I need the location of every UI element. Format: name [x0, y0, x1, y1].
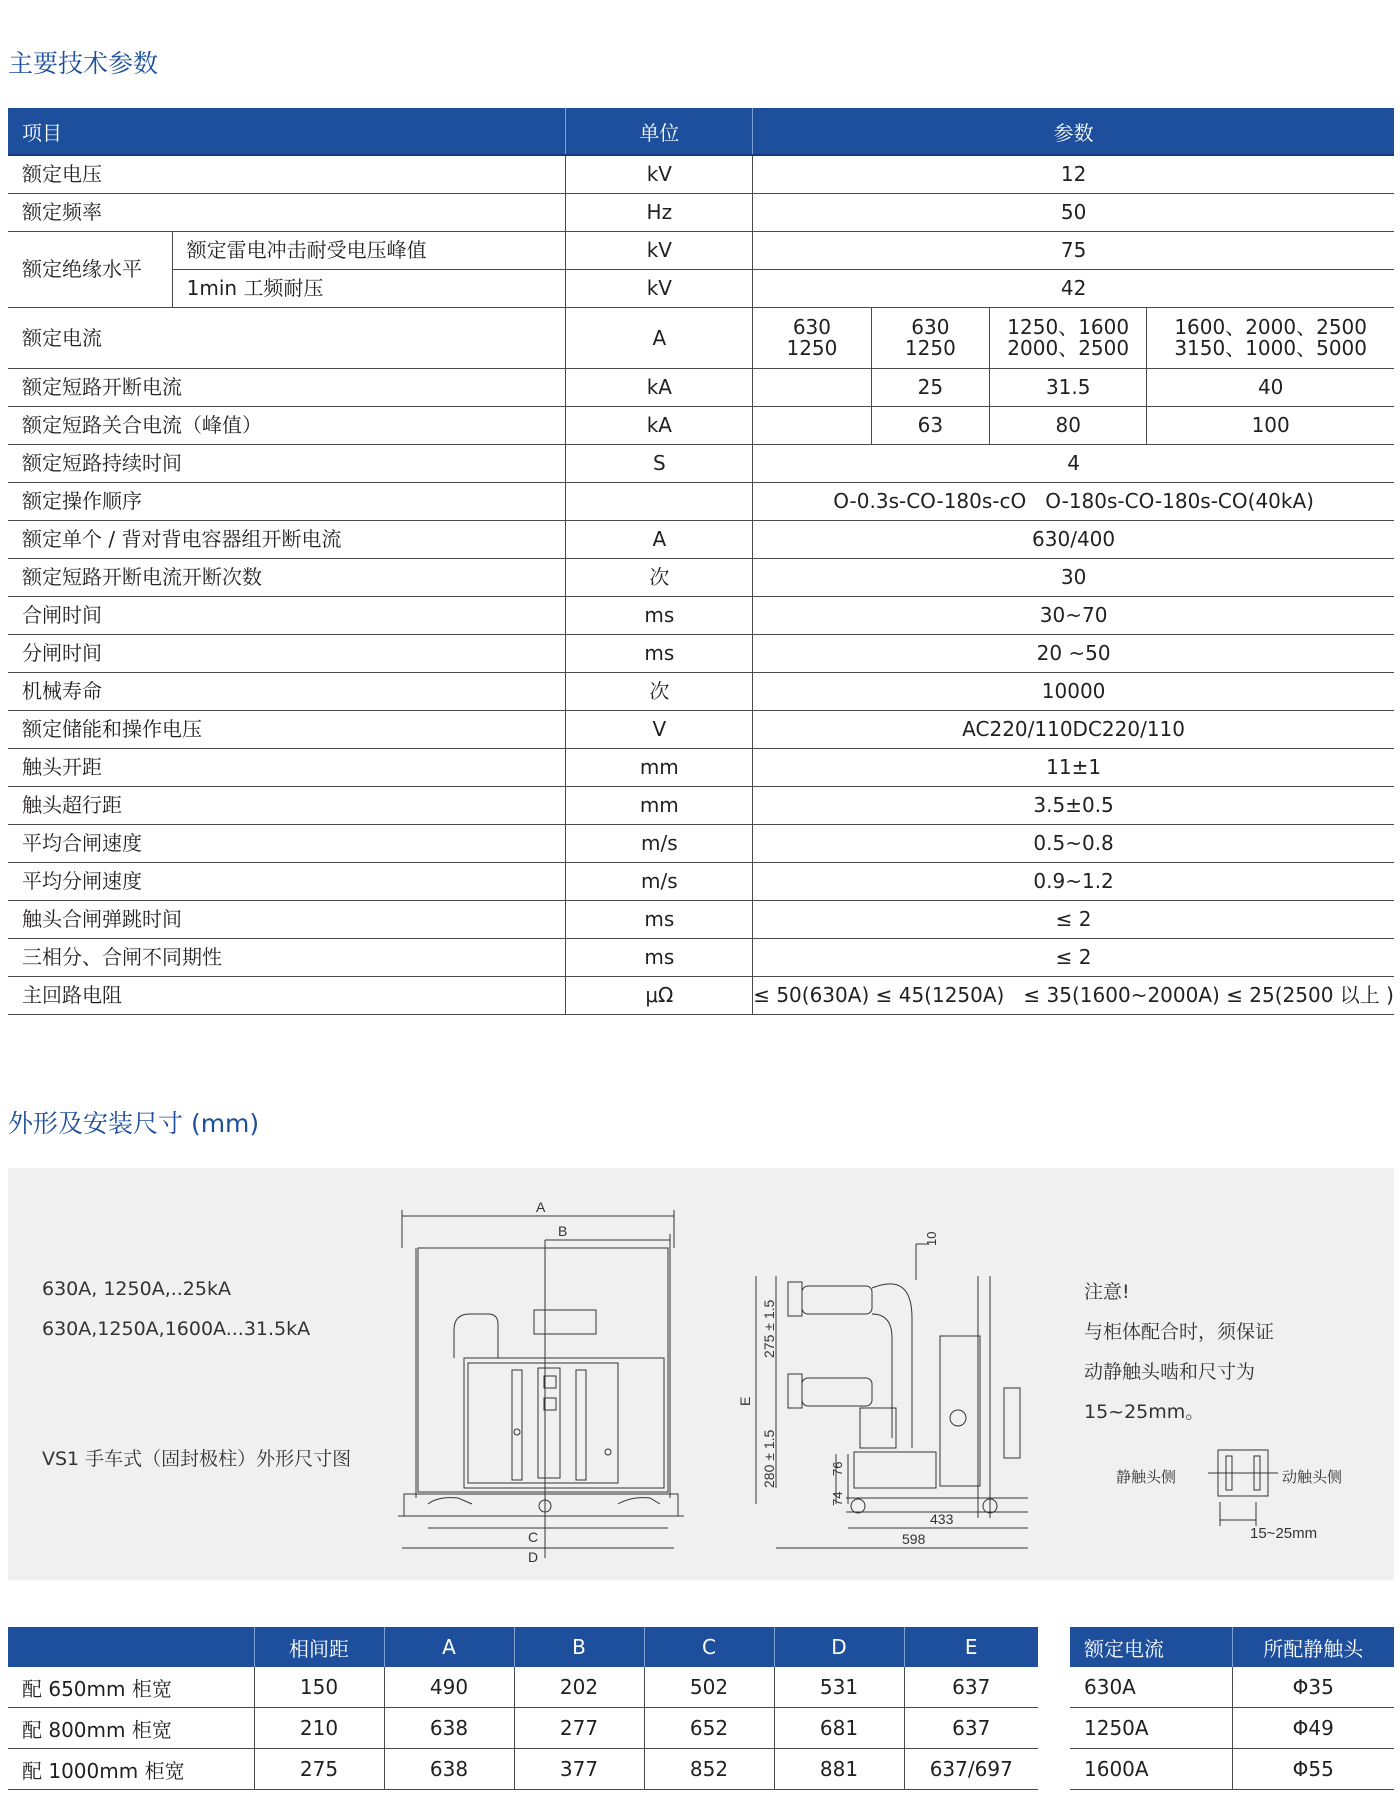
row-value-col: 63: [871, 407, 989, 445]
row-unit: ms: [566, 939, 753, 977]
row-item: 额定短路开断电流开断次数: [8, 559, 566, 597]
cell: 202: [514, 1667, 644, 1708]
row-value: ≤ 2: [753, 901, 1394, 939]
row-unit: 次: [566, 559, 753, 597]
row-subitem: 额定雷电冲击耐受电压峰值: [172, 232, 566, 270]
row-item: 机械寿命: [8, 673, 566, 711]
dim-label-76: 76: [830, 1461, 845, 1476]
cell: 881: [774, 1749, 904, 1790]
table-row: [8, 863, 1394, 901]
row-item: 主回路电阻: [8, 977, 566, 1015]
table-header-row: [1070, 1627, 1394, 1667]
row-item: 额定电流: [8, 308, 566, 369]
table-row: [8, 232, 1394, 270]
cell: 配 650mm 柜宽: [8, 1667, 254, 1708]
row-value-col: 25: [871, 369, 989, 407]
row-value: 50: [753, 194, 1394, 232]
header-cell: 所配静触头: [1232, 1627, 1394, 1667]
cell: 637: [904, 1667, 1038, 1708]
cell: 638: [384, 1708, 514, 1749]
contact-range-label: 15~25mm: [1250, 1525, 1318, 1542]
drawing-caption: VS1 手车式（固封极柱）外形尺寸图: [42, 1448, 352, 1470]
static-contact-table: [1070, 1627, 1394, 1790]
row-unit: mm: [566, 749, 753, 787]
row-value-col: 1600、2000、2500 3150、1000、5000: [1147, 308, 1394, 369]
row-item: 额定频率: [8, 194, 566, 232]
row-item: 额定电压: [8, 155, 566, 194]
row-unit: A: [566, 521, 753, 559]
row-item: 触头开距: [8, 749, 566, 787]
table-row: [8, 559, 1394, 597]
row-unit: Hz: [566, 194, 753, 232]
row-unit: V: [566, 711, 753, 749]
row-value: O-0.3s-CO-180s-cO O-180s-CO-180s-CO(40kA): [753, 483, 1394, 521]
cell: Φ35: [1232, 1667, 1394, 1708]
ratings-line-1: 630A, 1250A,..25kA: [42, 1278, 231, 1300]
row-item: 额定绝缘水平: [8, 232, 172, 308]
row-item: 额定储能和操作电压: [8, 711, 566, 749]
table-row: [8, 635, 1394, 673]
table-row: [8, 673, 1394, 711]
row-item: 触头合闸弹跳时间: [8, 901, 566, 939]
row-unit: S: [566, 445, 753, 483]
table-row: [8, 407, 1394, 445]
dimension-table: [8, 1627, 1038, 1790]
note-line: 注意!: [1084, 1281, 1130, 1303]
cell: 210: [254, 1708, 384, 1749]
static-contact-label: 静触头侧: [1116, 1469, 1177, 1486]
dim-label-d: D: [528, 1549, 539, 1565]
header-value: 参数: [753, 108, 1394, 155]
cell: 277: [514, 1708, 644, 1749]
row-value: 75: [753, 232, 1394, 270]
table-row: [8, 155, 1394, 194]
row-value: 0.9~1.2: [753, 863, 1394, 901]
spec-table: [8, 108, 1394, 1015]
row-unit: kV: [566, 270, 753, 308]
row-unit: kA: [566, 407, 753, 445]
table-row: [8, 977, 1394, 1015]
header-cell: 额定电流: [1070, 1627, 1232, 1667]
row-value: 30~70: [753, 597, 1394, 635]
dim-label-10: 10: [924, 1231, 939, 1246]
section-title-dimensions: 外形及安装尺寸 (mm): [8, 1109, 260, 1138]
row-item: 分闸时间: [8, 635, 566, 673]
row-unit: kV: [566, 232, 753, 270]
row-unit: ms: [566, 635, 753, 673]
moving-contact-label: 动触头侧: [1282, 1469, 1343, 1486]
table-row: [8, 308, 1394, 369]
row-unit: mm: [566, 787, 753, 825]
row-value-col: [753, 369, 871, 407]
table-row: [8, 749, 1394, 787]
header-unit: 单位: [566, 108, 753, 155]
header-cell: 相间距: [254, 1627, 384, 1667]
row-item: 额定短路开断电流: [8, 369, 566, 407]
row-unit: ms: [566, 597, 753, 635]
cell: 275: [254, 1749, 384, 1790]
table-row: [8, 445, 1394, 483]
cell: 502: [644, 1667, 774, 1708]
row-unit: kV: [566, 155, 753, 194]
table-row: [8, 270, 1394, 308]
row-value: 0.5~0.8: [753, 825, 1394, 863]
ratings-line-2: 630A,1250A,1600A...31.5kA: [42, 1318, 311, 1340]
header-cell: E: [904, 1627, 1038, 1667]
row-value: ≤ 50(630A) ≤ 45(1250A) ≤ 35(1600~2000A) ≤ 25(2500 以上 ): [753, 977, 1394, 1015]
dim-label-433: 433: [930, 1511, 954, 1527]
row-value: AC220/110DC220/110: [753, 711, 1394, 749]
table-row: [8, 1667, 1038, 1708]
cell: 配 800mm 柜宽: [8, 1708, 254, 1749]
cell: 652: [644, 1708, 774, 1749]
cell: 1600A: [1070, 1749, 1232, 1790]
row-unit: 次: [566, 673, 753, 711]
row-item: 额定操作顺序: [8, 483, 566, 521]
row-unit: kA: [566, 369, 753, 407]
row-item: 额定短路持续时间: [8, 445, 566, 483]
note-block: [1084, 1272, 1274, 1432]
cell: 配 1000mm 柜宽: [8, 1749, 254, 1790]
cell: 852: [644, 1749, 774, 1790]
table-row: [8, 483, 1394, 521]
row-item: 三相分、合闸不同期性: [8, 939, 566, 977]
row-value: 4: [753, 445, 1394, 483]
row-unit: μΩ: [566, 977, 753, 1015]
header-cell: A: [384, 1627, 514, 1667]
row-unit: m/s: [566, 825, 753, 863]
row-value: 11±1: [753, 749, 1394, 787]
row-value: 30: [753, 559, 1394, 597]
row-value: 630/400: [753, 521, 1394, 559]
cell: Φ55: [1232, 1749, 1394, 1790]
table-row: [8, 711, 1394, 749]
side-view-drawing: [728, 1198, 1068, 1568]
row-unit: m/s: [566, 863, 753, 901]
table-row: [8, 597, 1394, 635]
cell: 377: [514, 1749, 644, 1790]
row-value-col: 630 1250: [753, 308, 871, 369]
cell: 490: [384, 1667, 514, 1708]
row-item: 触头超行距: [8, 787, 566, 825]
row-unit: A: [566, 308, 753, 369]
contact-diagram: [1108, 1430, 1358, 1550]
dim-label-275: 275 ± 1.5: [761, 1299, 777, 1358]
table-row: [8, 1749, 1038, 1790]
table-row: [8, 1708, 1038, 1749]
row-value: 20 ~50: [753, 635, 1394, 673]
note-line: 动静触头啮和尺寸为: [1084, 1361, 1256, 1383]
row-value: 12: [753, 155, 1394, 194]
row-value: 10000: [753, 673, 1394, 711]
row-unit: ms: [566, 901, 753, 939]
table-row: [1070, 1708, 1394, 1749]
row-item: 平均分闸速度: [8, 863, 566, 901]
row-value-col: [753, 407, 871, 445]
dim-label-c: C: [528, 1529, 539, 1545]
row-unit: [566, 483, 753, 521]
row-subitem: 1min 工频耐压: [172, 270, 566, 308]
row-value-col: 31.5: [990, 369, 1147, 407]
cell: 531: [774, 1667, 904, 1708]
dim-label-74: 74: [830, 1491, 845, 1506]
table-row: [1070, 1667, 1394, 1708]
section-title-specs: 主要技术参数: [8, 49, 159, 78]
row-item: 额定短路关合电流（峰值）: [8, 407, 566, 445]
cell: 630A: [1070, 1667, 1232, 1708]
row-item: 平均合闸速度: [8, 825, 566, 863]
table-row: [8, 939, 1394, 977]
note-line: 15~25mm。: [1084, 1401, 1205, 1423]
dim-label-a: A: [536, 1199, 546, 1215]
header-cell: B: [514, 1627, 644, 1667]
row-value: ≤ 2: [753, 939, 1394, 977]
row-item: 额定单个 / 背对背电容器组开断电流: [8, 521, 566, 559]
table-row: [8, 194, 1394, 232]
row-value: 42: [753, 270, 1394, 308]
dim-label-280: 280 ± 1.5: [761, 1429, 777, 1488]
table-row: [1070, 1749, 1394, 1790]
row-value-col: 80: [990, 407, 1147, 445]
front-view-drawing: [388, 1198, 688, 1568]
cell: Φ49: [1232, 1708, 1394, 1749]
table-row: [8, 521, 1394, 559]
table-header-row: [8, 108, 1394, 155]
row-value-col: 40: [1147, 369, 1394, 407]
dim-label-598: 598: [902, 1531, 926, 1547]
cell: 150: [254, 1667, 384, 1708]
cell: 638: [384, 1749, 514, 1790]
table-row: [8, 901, 1394, 939]
drawing-panel: [8, 1168, 1394, 1580]
header-item: 项目: [8, 108, 566, 155]
cell: 1250A: [1070, 1708, 1232, 1749]
row-value-col: 1250、1600 2000、2500: [990, 308, 1147, 369]
row-value-col: 100: [1147, 407, 1394, 445]
row-value-col: 630 1250: [871, 308, 989, 369]
cell: 637/697: [904, 1749, 1038, 1790]
table-header-row: [8, 1627, 1038, 1667]
cell: 637: [904, 1708, 1038, 1749]
table-row: [8, 369, 1394, 407]
header-cell: C: [644, 1627, 774, 1667]
table-row: [8, 825, 1394, 863]
row-item: 合闸时间: [8, 597, 566, 635]
row-value: 3.5±0.5: [753, 787, 1394, 825]
header-cell: D: [774, 1627, 904, 1667]
dim-label-e: E: [737, 1396, 753, 1406]
cell: 681: [774, 1708, 904, 1749]
dim-label-b: B: [558, 1223, 568, 1239]
note-line: 与柜体配合时，须保证: [1084, 1321, 1275, 1343]
header-cell: [8, 1627, 254, 1667]
table-row: [8, 787, 1394, 825]
